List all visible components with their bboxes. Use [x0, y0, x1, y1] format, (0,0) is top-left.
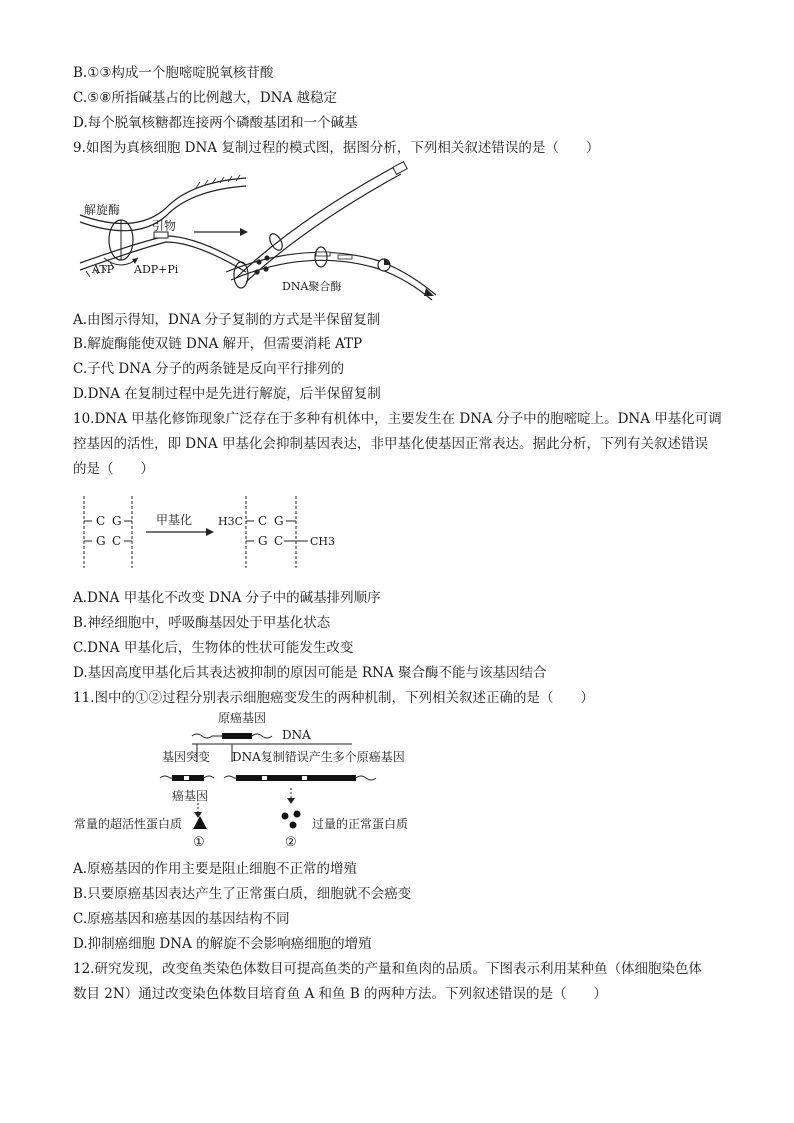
- q10-stem-line3: 的是（ ）: [73, 461, 154, 477]
- dna-replication-figure: [76, 160, 456, 305]
- base-g1: G: [112, 514, 122, 528]
- q11-option-d: D.抑制癌细胞 DNA 的解旋不会影响癌细胞的增殖: [73, 936, 372, 952]
- base-g2: G: [96, 534, 106, 548]
- base-c4: C: [274, 534, 284, 548]
- q10-stem-line2: 控基因的活性，即 DNA 甲基化会抑制基因表达，非甲基化使基因正常表达。据此分析，下列有关叙述错误: [73, 436, 708, 452]
- q10-option-a: A.DNA 甲基化不改变 DNA 分子中的碱基排列顺序: [73, 590, 381, 606]
- q12-stem-line2: 数目 2N）通过改变染色体数目培育鱼 A 和鱼 B 的两种方法。下列叙述错误的是（ ）: [73, 986, 608, 1002]
- helicase-label: 解旋酶: [84, 203, 121, 217]
- h3c-label: H3C: [218, 515, 244, 528]
- q11-option-c: C.原癌基因和癌基因的基因结构不同: [73, 911, 290, 927]
- base-g3: G: [274, 514, 284, 528]
- base-g4: G: [258, 534, 268, 548]
- base-c3: C: [258, 514, 268, 528]
- dna-label: DNA: [282, 728, 311, 742]
- atp-label: ATP: [92, 263, 115, 276]
- base-c2: C: [112, 534, 122, 548]
- left-protein-label: 常量的超活性蛋白质: [74, 817, 183, 831]
- mutation-label: 基因突变: [162, 750, 211, 764]
- q9-option-c: C.子代 DNA 分子的两条链是反向平行排列的: [73, 361, 345, 377]
- q8-option-c: C.⑤⑧所指碱基占的比例越大，DNA 越稳定: [73, 90, 338, 106]
- protooncogene-label: 原癌基因: [218, 711, 267, 725]
- mechanism-2-label: ②: [285, 835, 297, 850]
- q9-option-a: A.由图示得知，DNA 分子复制的方式是半保留复制: [73, 312, 381, 328]
- q10-option-b: B.神经细胞中，呼吸酶基因处于甲基化状态: [73, 615, 331, 631]
- q10-option-d: D.基因高度甲基化后其表达被抑制的原因可能是 RNA 聚合酶不能与该基因结合: [73, 665, 547, 681]
- methylation-figure: [76, 494, 346, 574]
- replication-label: DNA复制错误产生多个原癌基因: [232, 750, 405, 764]
- cancer-mechanism-figure: [72, 708, 432, 853]
- q8-option-b: B.①③构成一个胞嘧啶脱氧核苷酸: [73, 65, 274, 81]
- base-c1: C: [96, 514, 106, 528]
- q11-stem: 11.图中的①②过程分别表示细胞癌变发生的两种机制，下列相关叙述正确的是（ ）: [73, 690, 594, 706]
- q10-stem-line1: 10.DNA 甲基化修饰现象广泛存在于多种有机体中，主要发生在 DNA 分子中的胞嘧啶上。DNA 甲基化可调: [73, 411, 722, 427]
- q8-option-d: D.每个脱氧核糖都连接两个磷酸基团和一个碱基: [73, 115, 358, 131]
- q11-option-b: B.只要原癌基因表达产生了正常蛋白质，细胞就不会癌变: [73, 886, 412, 902]
- right-protein-label: 过量的正常蛋白质: [312, 817, 409, 831]
- q9-option-b: B.解旋酶能使双链 DNA 解开，但需要消耗 ATP: [73, 336, 363, 352]
- methylation-arrow-label: 甲基化: [156, 513, 193, 527]
- q11-option-a: A.原癌基因的作用主要是阻止细胞不正常的增殖: [73, 861, 358, 877]
- q10-option-c: C.DNA 甲基化后，生物体的性状可能发生改变: [73, 640, 354, 656]
- mechanism-1-label: ①: [193, 835, 205, 850]
- adp-label: ADP+Pi: [134, 263, 179, 276]
- primer-label: 引物: [152, 219, 177, 233]
- q9-stem: 9.如图为真核细胞 DNA 复制过程的模式图，据图分析，下列相关叙述错误的是（ ）: [73, 140, 600, 156]
- q9-option-d: D.DNA 在复制过程中是先进行解旋，后半保留复制: [73, 386, 381, 402]
- polymerase-label: DNA聚合酶: [282, 280, 342, 293]
- oncogene-label: 癌基因: [172, 789, 209, 803]
- ch3-label: CH3: [310, 535, 336, 548]
- q12-stem-line1: 12.研究发现，改变鱼类染色体数目可提高鱼类的产量和鱼肉的品质。下图表示利用某种鱼（体细胞染色体: [73, 961, 702, 977]
